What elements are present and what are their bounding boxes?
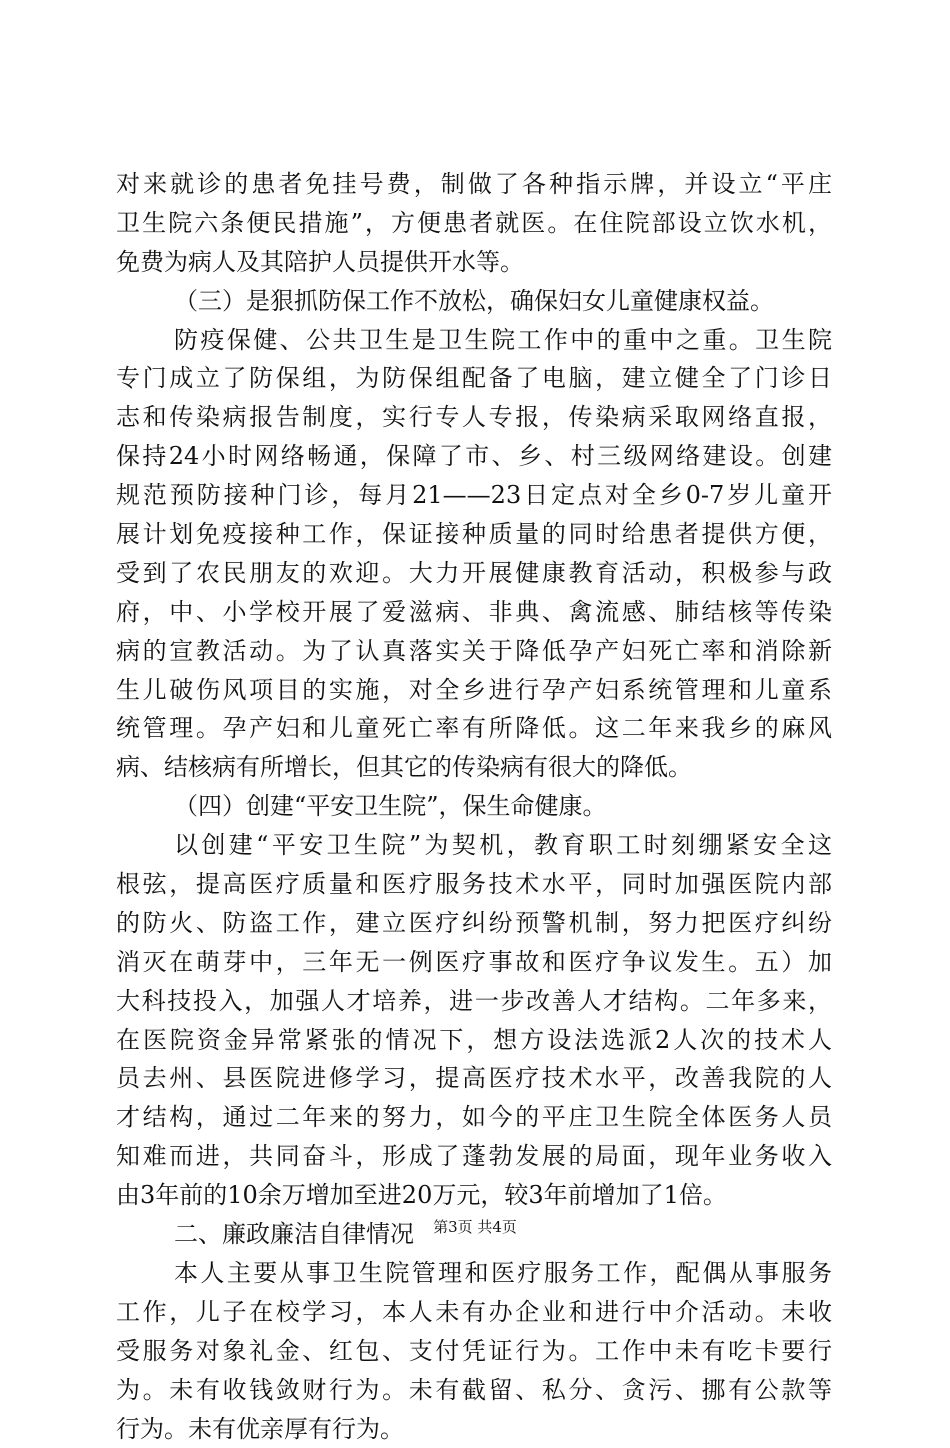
text-line: 生儿破伤风项目的实施，对全乡进行孕产妇系统管理和儿童系 [116, 671, 832, 710]
text-line: 展计划免疫接种工作，保证接种质量的同时给患者提供方便， [116, 515, 832, 554]
text-line: 的防火、防盗工作，建立医疗纠纷预警机制，努力把医疗纠纷 [116, 904, 832, 943]
text-line: 为。未有收钱敛财行为。未有截留、私分、贪污、挪有公款等 [116, 1371, 832, 1410]
text-line: 卫生院六条便民措施”，方便患者就医。在住院部设立饮水机， [116, 204, 832, 243]
page-footer: 第3页 共4页 [0, 1216, 950, 1237]
text-line: 病的宣教活动。为了认真落实关于降低孕产妇死亡率和消除新 [116, 632, 832, 671]
text-line: 受服务对象礼金、红包、支付凭证行为。工作中未有吃卡要行 [116, 1332, 832, 1371]
text-line: 病、结核病有所增长，但其它的传染病有很大的降低。 [116, 748, 832, 787]
text-line: 统管理。孕产妇和儿童死亡率有所降低。这二年来我乡的麻风 [116, 709, 832, 748]
text-line: 由3年前的10余万增加至进20万元，较3年前增加了1倍。 [116, 1176, 832, 1215]
text-line: （四）创建“平安卫生院”，保生命健康。 [116, 787, 832, 826]
text-line: 在医院资金异常紧张的情况下，想方设法选派2人次的技术人 [116, 1021, 832, 1060]
text-line: 免费为病人及其陪护人员提供开水等。 [116, 243, 832, 282]
text-line: 志和传染病报告制度，实行专人专报，传染病采取网络直报， [116, 398, 832, 437]
text-line: 行为。未有优亲厚有行为。 [116, 1410, 832, 1448]
text-line: 二、廉政廉洁自律情况 [116, 1215, 832, 1254]
text-line: 工作，儿子在校学习，本人未有办企业和进行中介活动。未收 [116, 1293, 832, 1332]
text-line: （三）是狠抓防保工作不放松，确保妇女儿童健康权益。 [116, 282, 832, 321]
text-line: 员去州、县医院进修学习，提高医疗技术水平，改善我院的人 [116, 1059, 832, 1098]
text-line: 受到了农民朋友的欢迎。大力开展健康教育活动，积极参与政 [116, 554, 832, 593]
text-line: 保持24小时网络畅通，保障了市、乡、村三级网络建设。创建 [116, 437, 832, 476]
document-body [116, 165, 832, 1448]
text-line: 专门成立了防保组，为防保组配备了电脑，建立健全了门诊日 [116, 359, 832, 398]
text-line: 知难而进，共同奋斗，形成了蓬勃发展的局面，现年业务收入 [116, 1137, 832, 1176]
text-line: 本人主要从事卫生院管理和医疗服务工作，配偶从事服务 [116, 1254, 832, 1293]
text-line: 才结构，通过二年来的努力，如今的平庄卫生院全体医务人员 [116, 1098, 832, 1137]
text-line: 府，中、小学校开展了爱滋病、非典、禽流感、肺结核等传染 [116, 593, 832, 632]
text-line: 根弦，提高医疗质量和医疗服务技术水平，同时加强医院内部 [116, 865, 832, 904]
text-line: 消灭在萌芽中，三年无一例医疗事故和医疗争议发生。五）加 [116, 943, 832, 982]
text-line: 规范预防接种门诊，每月21——23日定点对全乡0-7岁儿童开 [116, 476, 832, 515]
text-line: 以创建“平安卫生院”为契机，教育职工时刻绷紧安全这 [116, 826, 832, 865]
text-line: 大科技投入，加强人才培养，进一步改善人才结构。二年多来， [116, 982, 832, 1021]
text-line: 防疫保健、公共卫生是卫生院工作中的重中之重。卫生院 [116, 321, 832, 360]
text-line: 对来就诊的患者免挂号费，制做了各种指示牌，并设立“平庄 [116, 165, 832, 204]
